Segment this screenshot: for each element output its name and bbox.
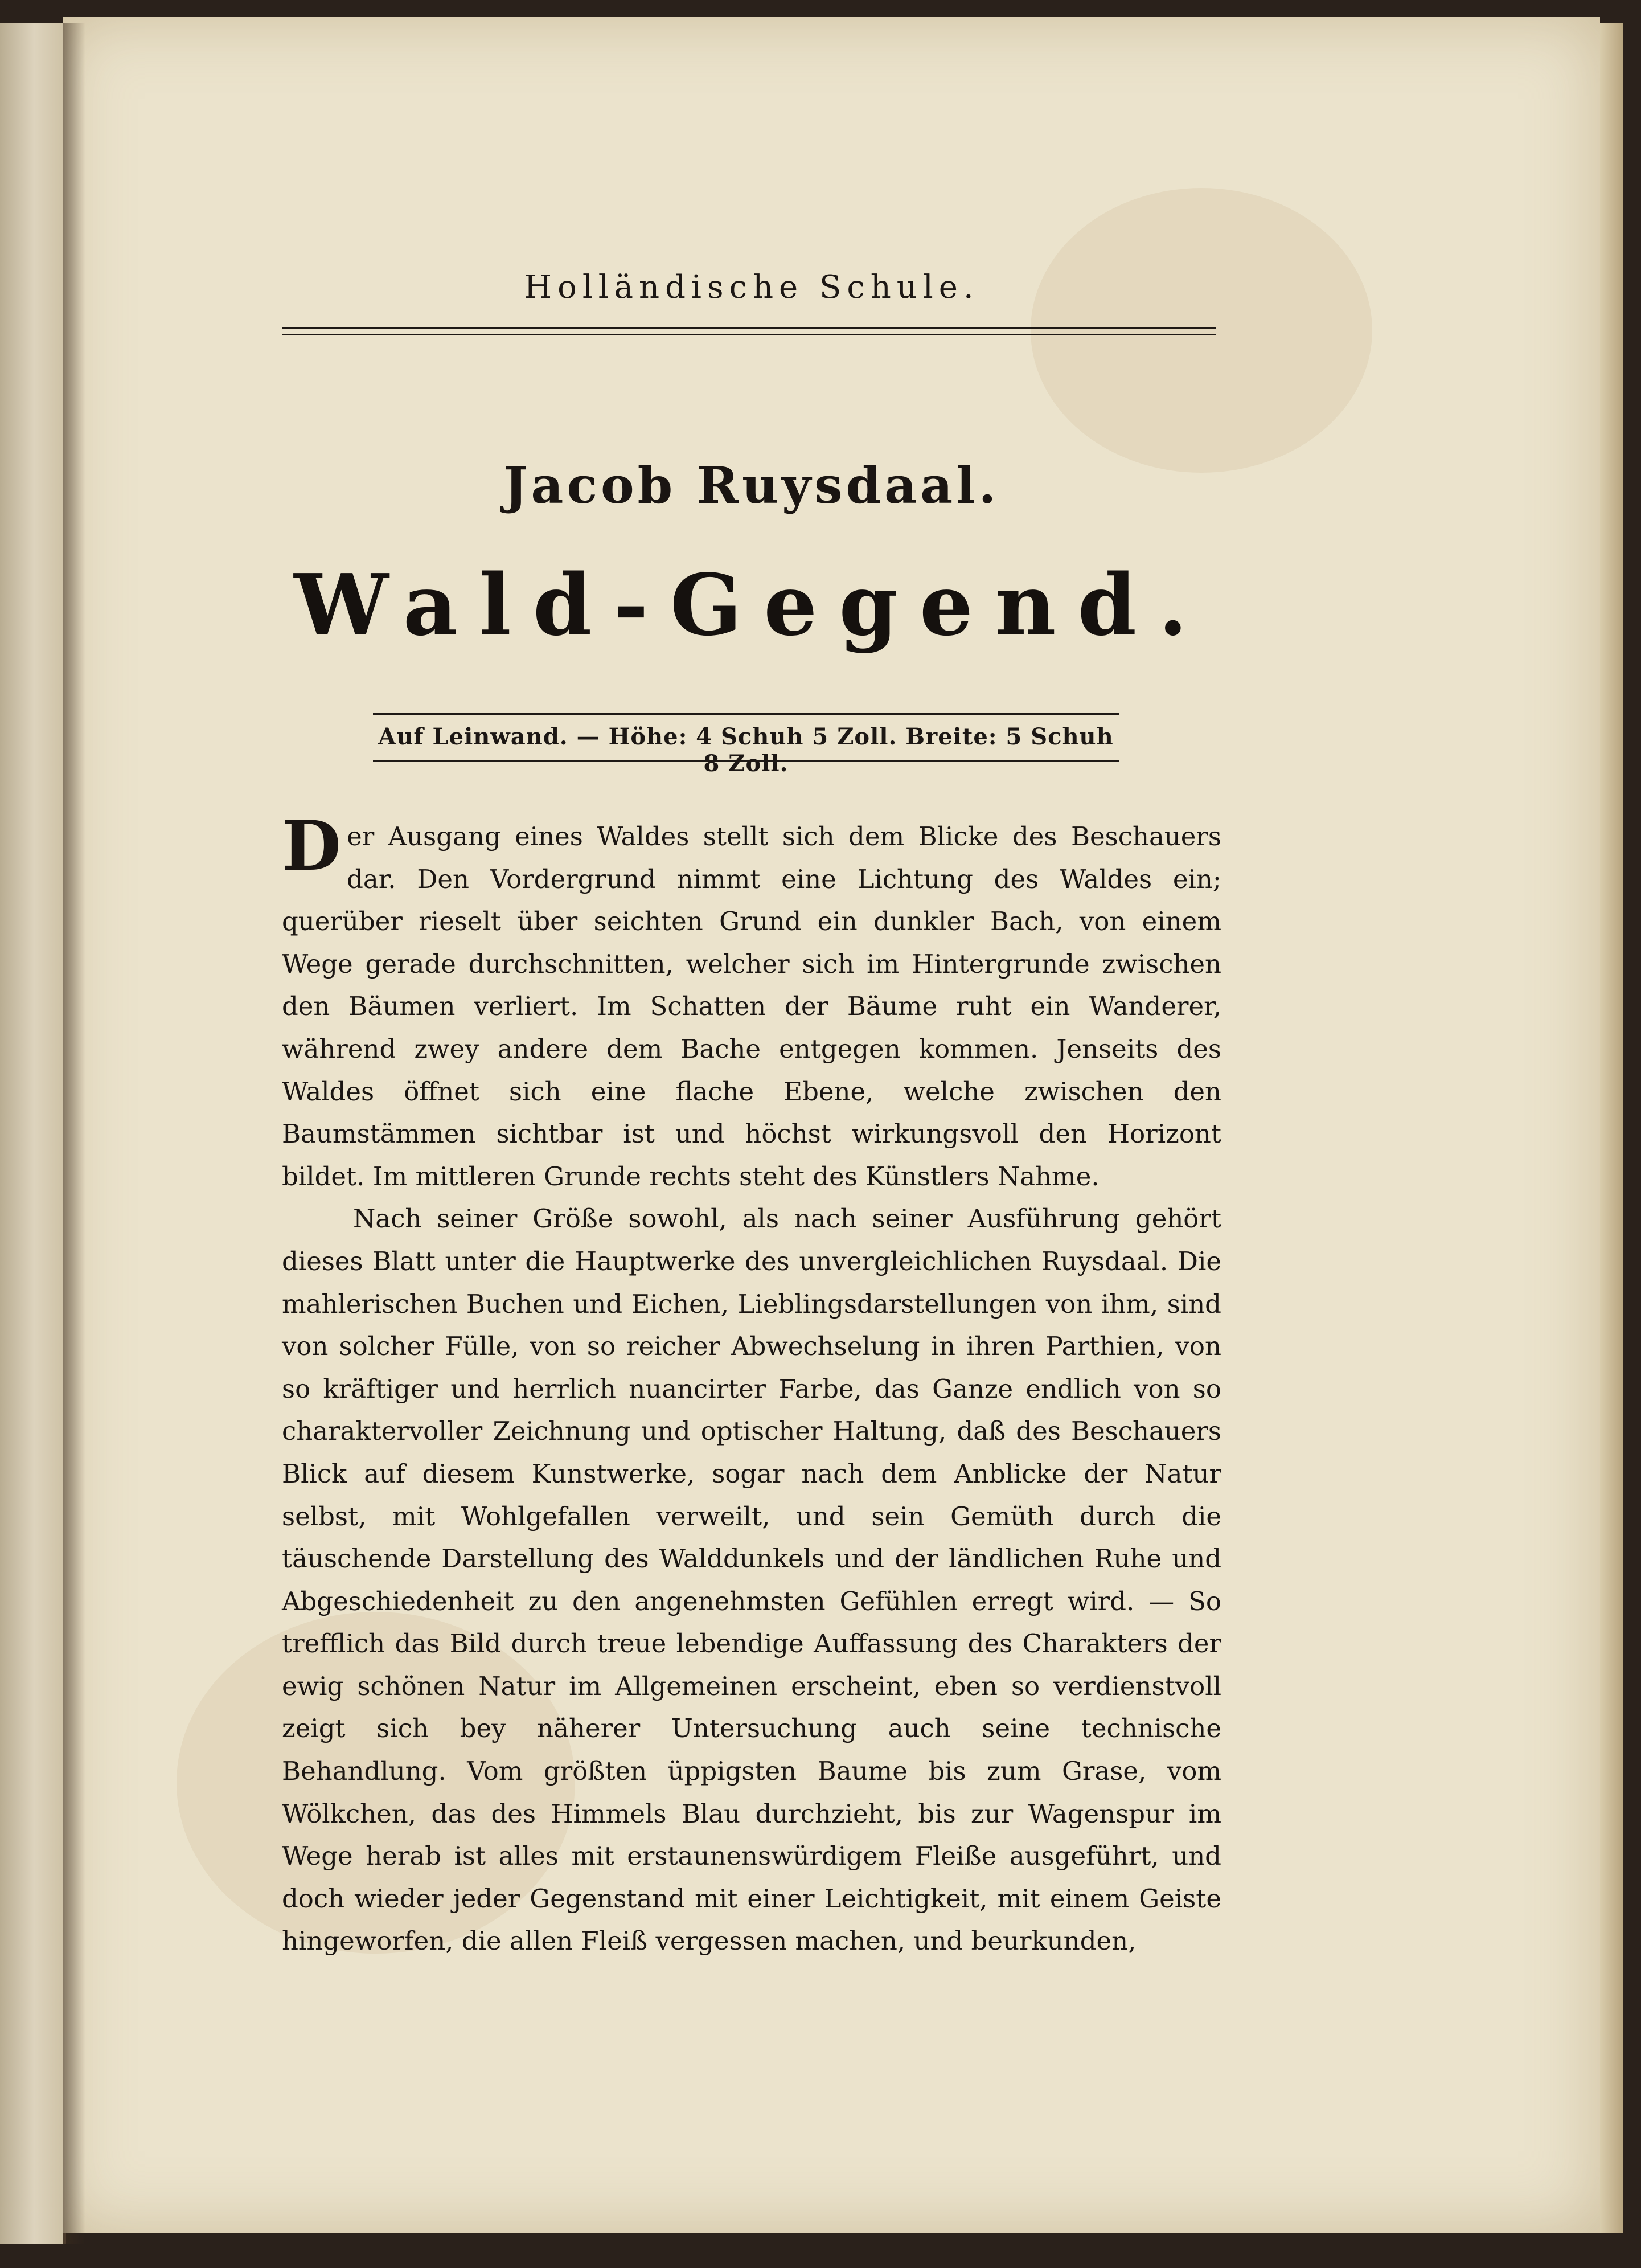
gutter-shadow: [63, 23, 85, 2244]
dimensions-rule-bottom: [373, 760, 1119, 762]
drop-cap: D: [282, 806, 342, 886]
page-fore-edge: [1600, 23, 1623, 2233]
paragraph-1: [282, 806, 1221, 1198]
description-text: [282, 806, 1221, 1963]
facing-page-edge: [0, 23, 66, 2244]
paragraph-2: Nach seiner Größe sowohl, als nach seiner Ausführung gehört dieses Blatt unter die Hauptwerke des unvergleichlichen Ruysdaal. Die mahlerischen Buchen und Eichen, Lieblingsdarstellungen von ihm, sind von solcher Fülle, von so reicher Abwechselung in ihren Parthien, von so kräftiger und herrlich nuancirter Farbe, das Ganze endlich von so charaktervoller Zeichnung und optischer Haltung, daß des Beschauers Blick auf diesem Kunstwerke, sogar nach dem Anblicke der Natur selbst, mit Wohlgefallen verweilt, und sein Gemüth durch die täuschende Darstellung des Walddunkels und der ländlichen Ruhe und Abgeschiedenheit zu den angenehmsten Gefühlen erregt wird. — So trefflich das Bild durch treue lebendige Auffassung des Charakters der ewig schönen Natur im Allgemeinen erscheint, eben so verdienstvoll zeigt sich bey näherer Untersuchung auch seine technische Behandlung. Vom größten üppigsten Baume bis zum Grase, vom Wölkchen, das des Himmels Blau durchzieht, bis zur Wagenspur im Wege herab ist alles mit erstaunenswürdigem Fleiße ausgeführt, und doch wieder jeder Gegenstand mit einer Leichtigkeit, mit einem Geiste hingeworfen, die allen Fleiß vergessen machen, und beurkunden,: [282, 1203, 1221, 1956]
artwork-title: Wald-Gegend.: [294, 555, 1209, 654]
school-heading: Holländische Schule.: [524, 269, 979, 306]
dimensions-rule-top: [373, 713, 1119, 715]
paragraph-1-text: er Ausgang eines Waldes stellt sich dem Blicke des Beschauers dar. Den Vordergrund nimmt eine Lichtung des Waldes ein; querüber rieselt über seichten Grund ein dunkler Bach, von einem Wege gerade durchschnitten, welcher sich im Hintergrunde zwischen den Bäumen verliert. Im Schatten der Bäume ruht ein Wanderer, während zwey andere dem Bache entgegen kommen. Jenseits des Waldes öffnet sich eine flache Ebene, welche zwischen den Baumstämmen sichtbar ist und höchst wirkungsvoll den Horizont bildet. Im mittleren Grunde rechts steht des Künstlers Nahme.: [282, 821, 1221, 1192]
header-divider: [282, 327, 1216, 335]
artist-name: Jacob Ruysdaal.: [503, 456, 1000, 515]
artwork-dimensions: Auf Leinwand. — Höhe: 4 Schuh 5 Zoll. Breite: 5 Schuh 8 Zoll.: [378, 723, 1114, 777]
